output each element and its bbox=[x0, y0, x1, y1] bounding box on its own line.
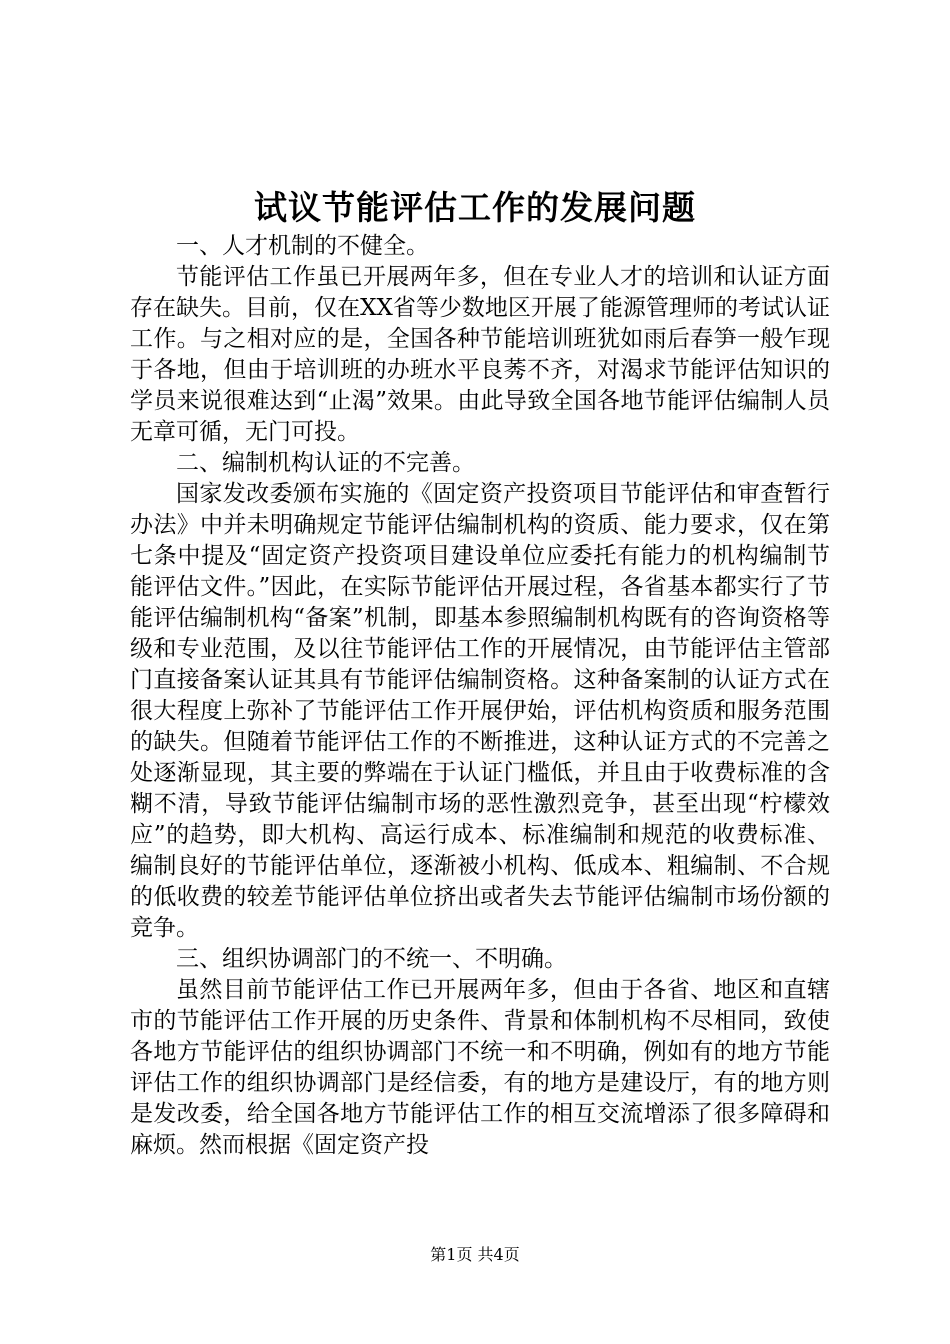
paragraph-1: 节能评估工作虽已开展两年多，但在专业人才的培训和认证方面存在缺失。目前，仅在XX省等少数地区开展了能源管理师的考试认证工作。与之相对应的是，全国各种节能培训班犹如雨后春笋一般乍现于各地，但由于培训班的办班水平良莠不齐，对渴求节能评估知识的学员来说很难达到“止渴”效果。由此导致全国各地节能评估编制人员无章可循，无门可投。 bbox=[130, 264, 830, 445]
paragraph-3: 虽然目前节能评估工作已开展两年多，但由于各省、地区和直辖市的节能评估工作开展的历史条件、背景和体制机构不尽相同，致使各地方节能评估的组织协调部门不统一和不明确，例如有的地方节能评估工作的组织协调部门是经信委，有的地方是建设厅，有的地方则是发改委，给全国各地方节能评估工作的相互交流增添了很多障碍和麻烦。然而根据《固定资产投 bbox=[130, 977, 830, 1158]
section-heading-1: 一、人才机制的不健全。 bbox=[176, 233, 429, 259]
paragraph-2: 国家发改委颁布实施的《固定资产投资项目节能评估和审查暂行办法》中并未明确规定节能评估编制机构的资质、能力要求，仅在第七条中提及“固定资产投资项目建设单位应委托有能力的机构编制节能评估文件。”因此，在实际节能评估开展过程，各省基本都实行了节能评估编制机构“备案”机制，即基本参照编制机构既有的咨询资格等级和专业范围，及以往节能评估工作的开展情况，由节能评估主管部门直接备案认证其具有节能评估编制资格。这种备案制的认证方式在很大程度上弥补了节能评估工作开展伊始，评估机构资质和服务范围的缺失。但随着节能评估工作的不断推进，这种认证方式的不完善之处逐渐显现，其主要的弊端在于认证门槛低，并且由于收费标准的含糊不清，导致节能评估编制市场的恶性激烈竞争，甚至出现“柠檬效应”的趋势，即大机构、高运行成本、标准编制和规范的收费标准、编制良好的节能评估单位，逐渐被小机构、低成本、粗编制、不合规的低收费的较差节能评估单位挤出或者失去节能评估编制市场份额的竞争。 bbox=[130, 481, 830, 941]
page-number-footer: 第1页 共4页 bbox=[430, 1245, 520, 1264]
section-heading-3: 三、组织协调部门的不统一、不明确。 bbox=[176, 946, 567, 972]
document-body bbox=[130, 231, 830, 1161]
document-title: 试议节能评估工作的发展问题 bbox=[254, 188, 696, 227]
section-heading-2: 二、编制机构认证的不完善。 bbox=[176, 450, 475, 476]
